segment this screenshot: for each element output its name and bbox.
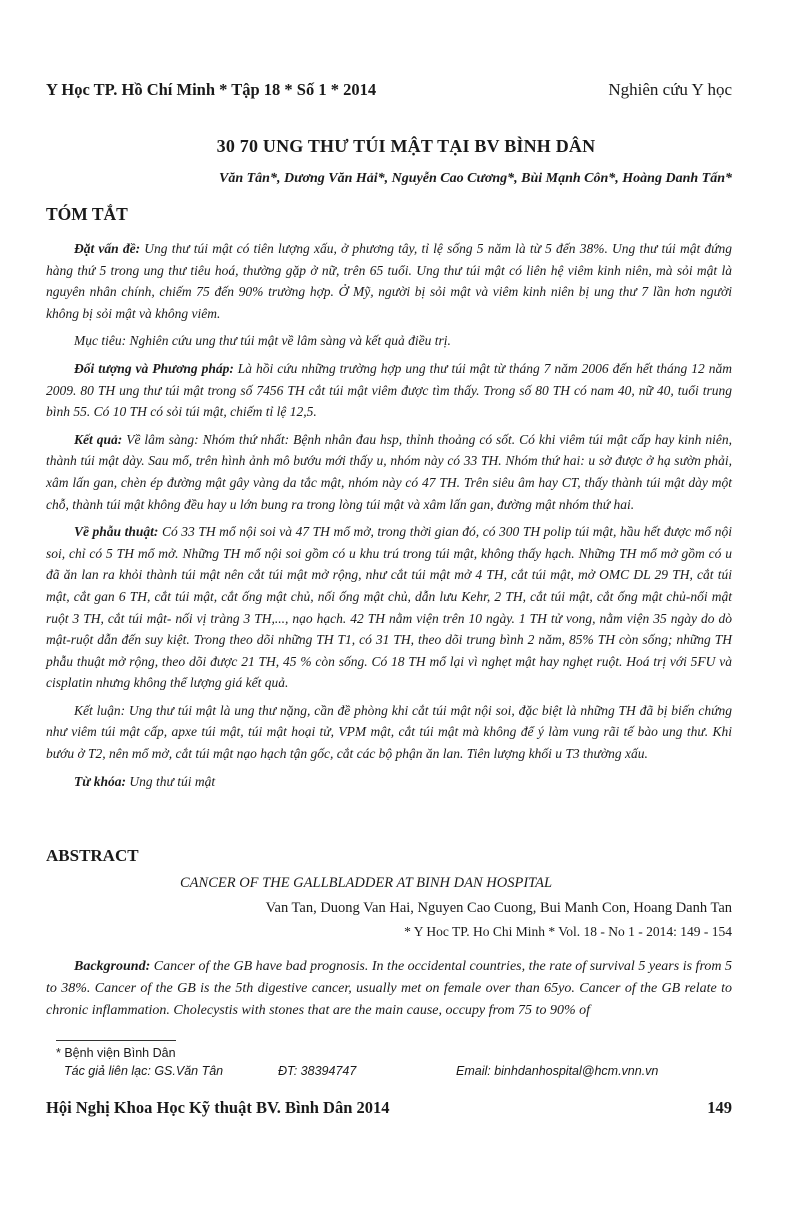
abstract-paragraph [46, 238, 732, 324]
paragraph-text: Về lâm sàng: Nhóm thứ nhất: Bệnh nhân đau hsp, thỉnh thoảng có sốt. Có khi viêm túi mật cấp hay kinh niên, thành túi mật dày. Sau mổ, trên hình ảnh mô bướu mới thấy u, nhóm này có 33 TH. Nhóm thứ hai: u sờ được ở hạ sườn phải, xâm lấn gan, chèn ép đường mật gây vàng da tắc mật, nhóm này có 47 TH. Trên siêu âm hay CT, thấy thành túi mật dày một chỗ, thành túi mật không đều hay u lớn bung ra trong lòng túi mật và xâm lấn gan, đường mật nhóm thứ hai. [46, 431, 732, 512]
contact-author: Tác giả liên lạc: GS.Văn Tân [64, 1064, 224, 1078]
abstract-paragraph [46, 771, 732, 793]
paragraph-label: Kết quả: [74, 431, 123, 447]
paragraph-text: Có 33 TH mổ nội soi và 47 TH mổ mở, trong thời gian đó, có 300 TH polip túi mật, hầu hết được mổ nội soi, chỉ có 5 TH mổ mở. Những TH mổ nội soi gồm có u khu trú trong túi mật, không thấy hạch. Những TH mổ mở gồm có u đã ăn lan ra khỏi thành túi mật nên cắt túi mật mở rộng, như cắt túi mật mở 4 TH, cắt túi mật, mở OMC DL 29 TH, cắt túi mật, cắt gan 6 TH, cắt túi mật, cắt ống mật chủ, nối ống mật chủ, dẫn lưu Kehr, 2 TH, cắt túi mật, cắt ống mật chủ-nối mật ruột 3 TH, cắt túi mật- nối vị tràng 3 TH,..., nạo hạch. 42 TH nằm viện trên 10 ngày. 1 TH tử vong, nằm viện 35 ngày do dò mật-ruột dẫn đến suy kiệt. Trong theo dõi những TH T1, có 31 TH, theo dõi trung bình 2 năm, 85% TH còn sống; những TH phẫu thuật mở rộng, theo dõi được 21 TH, 45 % còn sống. Có 18 TH mổ lại vì nghẹt mật hay nghẹt ruột. Hoá trị với 5FU và cisplatin nhưng không thể lượng giá kết quả. [46, 524, 732, 691]
footnote-affiliation: * Bệnh viện Bình Dân [56, 1046, 176, 1060]
page-number: 149 [707, 1098, 732, 1117]
english-abstract-heading: ABSTRACT [46, 846, 139, 865]
conference-name: Hội Nghị Khoa Học Kỹ thuật BV. Bình Dân 2014 [46, 1098, 390, 1117]
paragraph-label: Đối tượng và Phương pháp: [74, 360, 234, 376]
abstract-paragraph [46, 521, 732, 694]
footnote-divider [56, 1040, 176, 1041]
author-list-vietnamese: Văn Tân*, Dương Văn Hải*, Nguyễn Cao Cương*, Bùi Mạnh Côn*, Hoàng Danh Tấn* [219, 171, 732, 186]
abstract-paragraph [46, 429, 732, 515]
paragraph-text: Kết luận: Ung thư túi mật là ung thư nặng, cần đề phòng khi cắt túi mật nội soi, đặc biệt là những TH đã bị biến chứng như viêm túi mật cấp, apxe túi mật, túi mật hoại tử, VPM mật, cắt túi mật mà không để ý làm vung rãi tế bào ung thư. Khi bướu ở T2, nên mổ mở, cắt túi mật nạo hạch tận gốc, cắt các bộ phận ăn lan. Tiên lượng khối u T3 thường xấu. [46, 702, 732, 762]
running-header [46, 80, 732, 100]
abstract-paragraph [46, 956, 732, 1021]
contact-email: Email: binhdanhospital@hcm.vnn.vn [456, 1064, 659, 1078]
journal-citation-header: Y Học TP. Hồ Chí Minh * Tập 18 * Số 1 * 2014 [46, 80, 377, 99]
paragraph-text: Là hồi cứu những trường hợp ung thư túi mật từ tháng 7 năm 2006 đến hết tháng 12 năm 2009. 80 TH ung thư túi mật trong số 7456 TH cắt túi mật viêm được tìm thấy. Trong số 80 TH có nam 40, nữ 40, tuổi trung bình 55. Có 10 TH có sỏi túi mật, chiếm tỉ lệ 12,5. [46, 360, 732, 420]
paragraph-label: Từ khóa: [74, 773, 126, 789]
english-title: CANCER OF THE GALLBLADDER AT BINH DAN HOSPITAL [180, 875, 553, 891]
abstract-paragraph [46, 358, 732, 423]
english-citation: * Y Hoc TP. Ho Chi Minh * Vol. 18 - No 1 - 2014: 149 - 154 [404, 924, 732, 939]
abstract-paragraph [46, 330, 732, 352]
vietnamese-abstract-heading: TÓM TẮT [46, 204, 128, 224]
english-author-list: Van Tan, Duong Van Hai, Nguyen Cao Cuong, Bui Manh Con, Hoang Danh Tan [265, 900, 732, 916]
paragraph-text: Ung thư túi mật [125, 773, 216, 789]
paragraph-label: Về phẫu thuật: [74, 524, 159, 540]
paragraph-text: Mục tiêu: Nghiên cứu ung thư túi mật về lâm sàng và kết quả điều trị. [74, 333, 451, 349]
paragraph-label: Background: [74, 959, 151, 974]
paragraph-text: Ung thư túi mật có tiên lượng xấu, ở phương tây, tỉ lệ sống 5 năm là từ 5 đến 38%. Ung thư túi mật đứng hàng thứ 5 trong ung thư tiêu hoá, thường gặp ở nữ, trên 65 tuổi. Ung thư túi mật có liên hệ viêm kinh niên, mà sỏi mật là nguyên nhân chính, chiếm 75 đến 90% trường hợp. Ở Mỹ, người bị sỏi mật và viêm kinh niên bị ung thư 7 lần hơn người không bị sỏi mật và không viêm. [46, 241, 732, 321]
vietnamese-abstract [46, 238, 732, 798]
paragraph-text: Cancer of the GB have bad prognosis. In the occidental countries, the rate of survival 5 years is from 5 to 38%. Cancer of the GB is the 5th digestive cancer, usually met on female over than 65yo. Cancer of the GB relate to chronic inflammation. Cholecystis with stones that are the main cause, occupy from 75 to 90% of [46, 959, 732, 1018]
section-label: Nghiên cứu Y học [608, 80, 732, 99]
running-footer [46, 1098, 732, 1118]
abstract-paragraph [46, 700, 732, 765]
english-abstract [46, 956, 732, 1021]
paragraph-label: Đặt vấn đề: [74, 241, 141, 256]
article-title: 30 70 UNG THƯ TÚI MẬT TẠI BV BÌNH DÂN [216, 136, 596, 156]
contact-phone: ĐT: 38394747 [278, 1064, 357, 1078]
